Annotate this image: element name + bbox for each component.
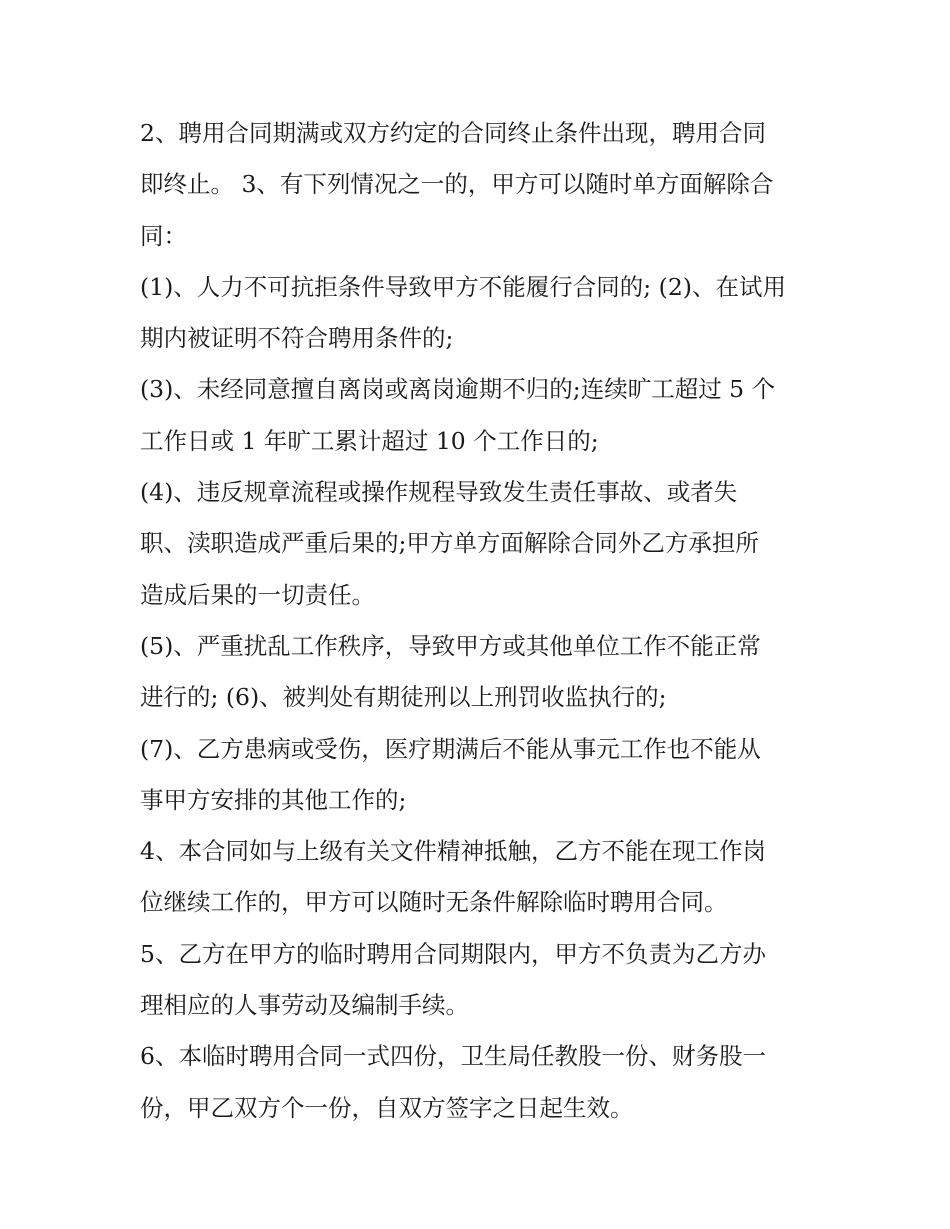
document-body: [140, 108, 820, 1134]
text-line: (7)、乙方患病或受伤，医疗期满后不能从事元工作也不能从: [140, 734, 761, 763]
text-line: 5、乙方在甲方的临时聘用合同期限内，甲方不负责为乙方办: [140, 939, 766, 968]
text-line: 即终止。 3、有下列情况之一的，甲方可以随时单方面解除合: [140, 170, 774, 199]
text-line: 理相应的人事劳动及编制手续。: [140, 991, 469, 1020]
text-line: 份，甲乙双方个一份，自双方签字之日起生效。: [140, 1093, 634, 1122]
text-line: 4、本合同如与上级有关文件精神抵触，乙方不能在现工作岗: [140, 837, 766, 866]
text-line: 6、本临时聘用合同一式四份，卫生局任教股一份、财务股一: [140, 1042, 766, 1071]
text-line: 位继续工作的，甲方可以随时无条件解除临时聘用合同。: [140, 888, 728, 917]
text-line: 同：: [140, 221, 187, 250]
text-line: 期内被证明不符合聘用条件的;: [140, 324, 454, 353]
text-line: (1)、人力不可抗拒条件导致甲方不能履行合同的; (2)、在试用: [140, 272, 786, 301]
text-line: 事甲方安排的其他工作的;: [140, 785, 407, 814]
text-line: (5)、严重扰乱工作秩序，导致甲方或其他单位工作不能正常: [140, 631, 761, 660]
text-line: 职、渎职造成严重后果的;甲方单方面解除合同外乙方承担所: [140, 529, 759, 558]
text-line: (4)、违反规章流程或操作规程导致发生责任事故、或者失: [140, 478, 738, 507]
text-line: 造成后果的一切责任。: [140, 580, 375, 609]
text-line: (3)、未经同意擅自离岗或离岗逾期不归的;连续旷工超过 5 个: [140, 375, 776, 404]
text-line: 工作日或 1 年旷工累计超过 10 个工作日的;: [140, 426, 599, 455]
text-line: 进行的; (6)、被判处有期徒刑以上刑罚收监执行的;: [140, 683, 667, 712]
text-line: 2、聘用合同期满或双方约定的合同终止条件出现，聘用合同: [140, 119, 766, 147]
